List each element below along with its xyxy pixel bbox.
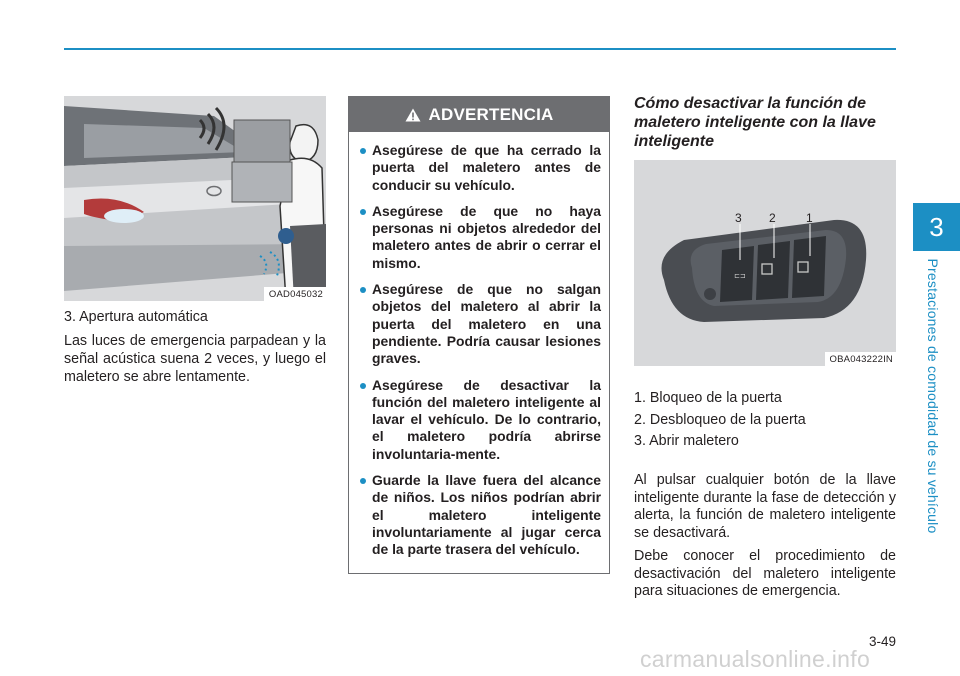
list-item: 2. Desbloqueo de la puerta [634, 411, 806, 428]
warning-list [349, 132, 609, 559]
page-number: 3-49 [868, 634, 896, 649]
figure-code: OAD045032 [264, 287, 326, 301]
chapter-tab [913, 203, 960, 251]
figure-code: OBA043222IN [825, 352, 896, 366]
chapter-number: 3 [929, 211, 944, 242]
chapter-side-title [923, 258, 943, 534]
step-description: Las luces de emergencia parpadean y la señal acústica suena 2 veces, y luego el maletero se abre lentamente. [64, 333, 326, 385]
paragraph: Debe conocer el procedimiento de desactivación del maletero inteligente para situaciones de emergencia. [634, 548, 896, 599]
callout-2: 2 [769, 211, 776, 225]
warning-title: ADVERTENCIA [428, 104, 554, 124]
step-label: 3. Apertura automática [64, 309, 208, 325]
chapter-title: Prestaciones de comodidad de su vehículo [925, 258, 941, 534]
top-rule [64, 48, 896, 50]
callout-3: 3 [735, 211, 742, 225]
list-item: 1. Bloqueo de la puerta [634, 390, 782, 406]
warning-item: Guarde la llave fuera del alcance de niños. Los niños podrían abrir el maletero inteligente involuntariamente al jugar cerca de la parte trasera del vehículo. [359, 472, 601, 558]
warning-item: Asegúrese de que ha cerrado la puerta del maletero antes de conducir su vehículo. [359, 142, 601, 194]
trunk-opening-illustration [64, 96, 326, 301]
paragraph: Al pulsar cualquier botón de la llave inteligente durante la fase de detección y alerta, la función de maletero inteligente se desactivará. [634, 472, 896, 541]
car-trunk-drawing [64, 96, 326, 301]
warning-item: Asegúrese de que no salgan objetos del maletero al abrir la puerta del maletero en una pendiente. Podría causar lesiones graves. [359, 281, 601, 367]
svg-text:⊏⊐: ⊏⊐ [734, 272, 746, 280]
list-item: 3. Abrir maletero [634, 433, 739, 449]
warning-header [349, 97, 609, 132]
warning-item: Asegúrese de que no haya personas ni objetos alrededor del maletero antes de abrir o cerrar el mismo. [359, 203, 601, 272]
watermark: carmanualsonline.info [640, 646, 871, 672]
warning-triangle-icon [405, 108, 421, 122]
callout-1: 1 [806, 211, 813, 225]
button-list [634, 388, 896, 453]
column-1-text [64, 308, 326, 392]
warning-item: Asegúrese de desactivar la función del maletero inteligente al lavar el vehículo. De lo contrario, el maletero podría abrirse involuntaria-mente. [359, 377, 601, 463]
smart-key-drawing [634, 160, 896, 366]
smart-key-illustration [634, 160, 896, 366]
warning-box [348, 96, 610, 574]
column-3-text [634, 472, 896, 607]
section-heading: Cómo desactivar la función de maletero inteligente con la llave inteligente [634, 95, 876, 150]
